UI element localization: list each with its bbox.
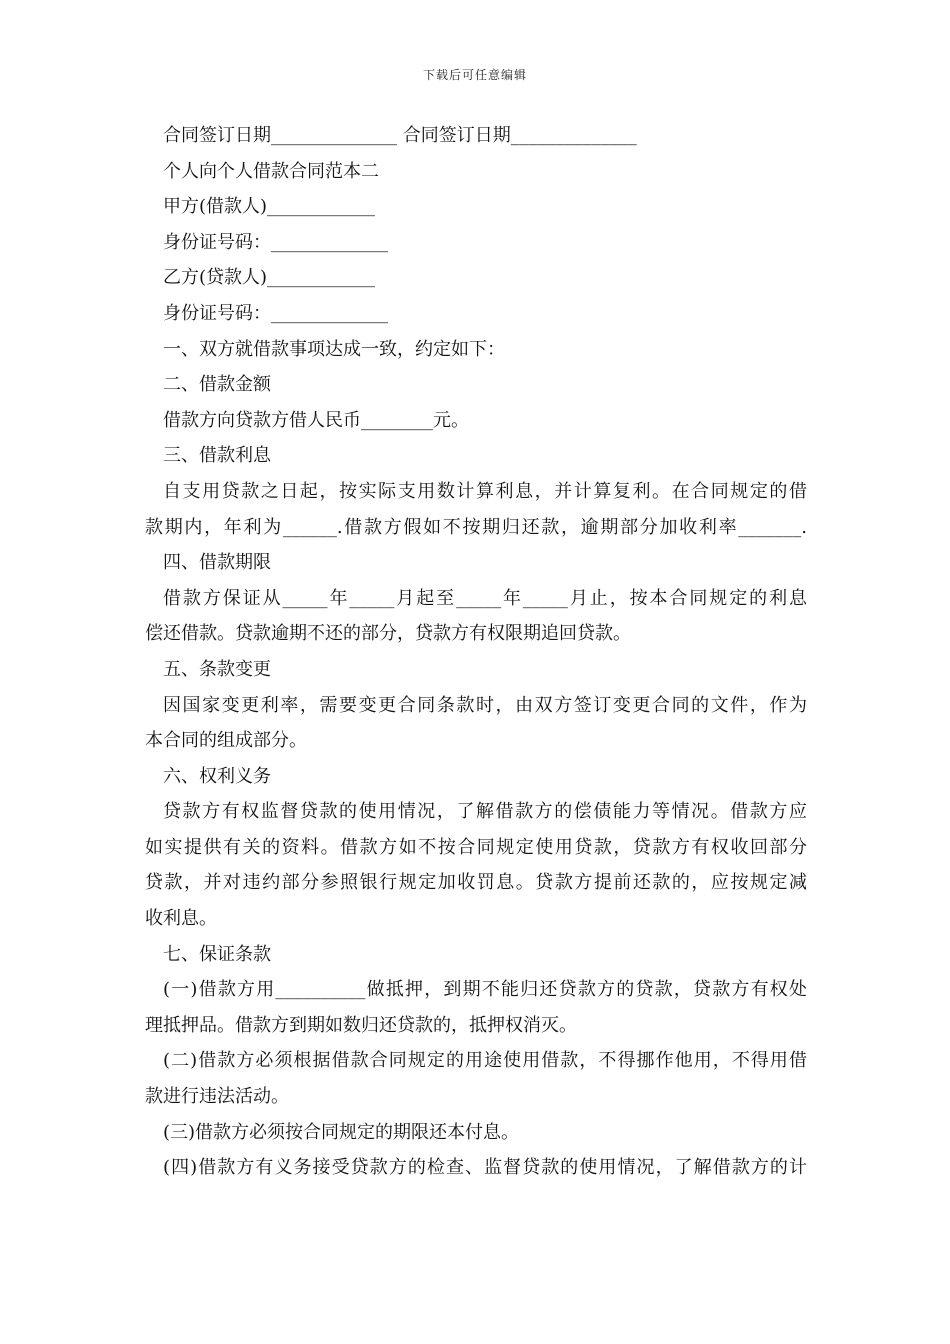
- interest-paragraph-line: 款期内，年利为______.借款方假如不按期归还款，逾期部分加收利率_______.: [145, 516, 807, 538]
- contract-title: 个人向个人借款合同范本二: [163, 160, 379, 182]
- section-heading-4: 四、借款期限: [163, 552, 271, 574]
- rights-paragraph-line: 如实提供有关的资料。借款方如不按合同规定使用贷款，贷款方有权收回部分: [145, 836, 807, 858]
- rights-paragraph-line: 收利息。: [145, 908, 217, 930]
- party-a-line: 甲方(借款人)____________: [163, 196, 376, 218]
- change-paragraph-line: 本合同的组成部分。: [145, 730, 307, 752]
- section-heading-7: 七、保证条款: [163, 943, 271, 965]
- section-heading-2: 二、借款金额: [163, 374, 271, 396]
- guarantee-clause-line: (三)借款方必须按合同规定的期限还本付息。: [163, 1121, 520, 1143]
- change-paragraph-line: 因国家变更利率，需要变更合同条款时，由双方签订变更合同的文件，作为: [163, 694, 807, 716]
- section-heading-6: 六、权利义务: [163, 765, 271, 787]
- party-b-line: 乙方(贷款人)____________: [163, 267, 376, 289]
- term-paragraph-line: 借款方保证从_____年_____月起至_____年_____月止，按本合同规定的利息: [163, 587, 807, 609]
- guarantee-clause-line: (二)借款方必须根据借款合同规定的用途使用借款，不得挪作他用，不得用借: [163, 1050, 807, 1072]
- rights-paragraph-line: 贷款方有权监督贷款的使用情况，了解借款方的偿债能力等情况。借款方应: [163, 801, 807, 823]
- guarantee-clause-line: (一)借款方用__________做抵押，到期不能归还贷款方的贷款，贷款方有权处: [163, 979, 807, 1001]
- guarantee-clause-line: 理抵押品。借款方到期如数归还贷款的，抵押权消灭。: [145, 1014, 577, 1036]
- section-heading-3: 三、借款利息: [163, 445, 271, 467]
- page-header-note: 下载后可任意编辑: [422, 68, 527, 82]
- party-b-id-line: 身份证号码：_____________: [163, 302, 388, 324]
- party-a-id-line: 身份证号码：_____________: [163, 231, 388, 253]
- section-heading-5: 五、条款变更: [163, 658, 271, 680]
- interest-paragraph-line: 自支用贷款之日起，按实际支用数计算利息，并计算复利。在合同规定的借: [163, 480, 807, 502]
- loan-amount-line: 借款方向贷款方借人民币________元。: [163, 409, 469, 431]
- section-heading-1: 一、双方就借款事项达成一致，约定如下：: [163, 338, 505, 360]
- signing-date-line: 合同签订日期______________ 合同签订日期______________: [163, 125, 637, 146]
- rights-paragraph-line: 贷款，并对违约部分参照银行规定加收罚息。贷款方提前还款的，应按规定减: [145, 872, 807, 894]
- contract-body: [145, 118, 807, 1186]
- guarantee-clause-line: 款进行违法活动。: [145, 1086, 289, 1108]
- guarantee-clause-line: (四)借款方有义务接受贷款方的检查、监督贷款的使用情况，了解借款方的计: [163, 1157, 807, 1179]
- term-paragraph-line: 偿还借款。贷款逾期不还的部分，贷款方有权限期追回贷款。: [145, 623, 631, 645]
